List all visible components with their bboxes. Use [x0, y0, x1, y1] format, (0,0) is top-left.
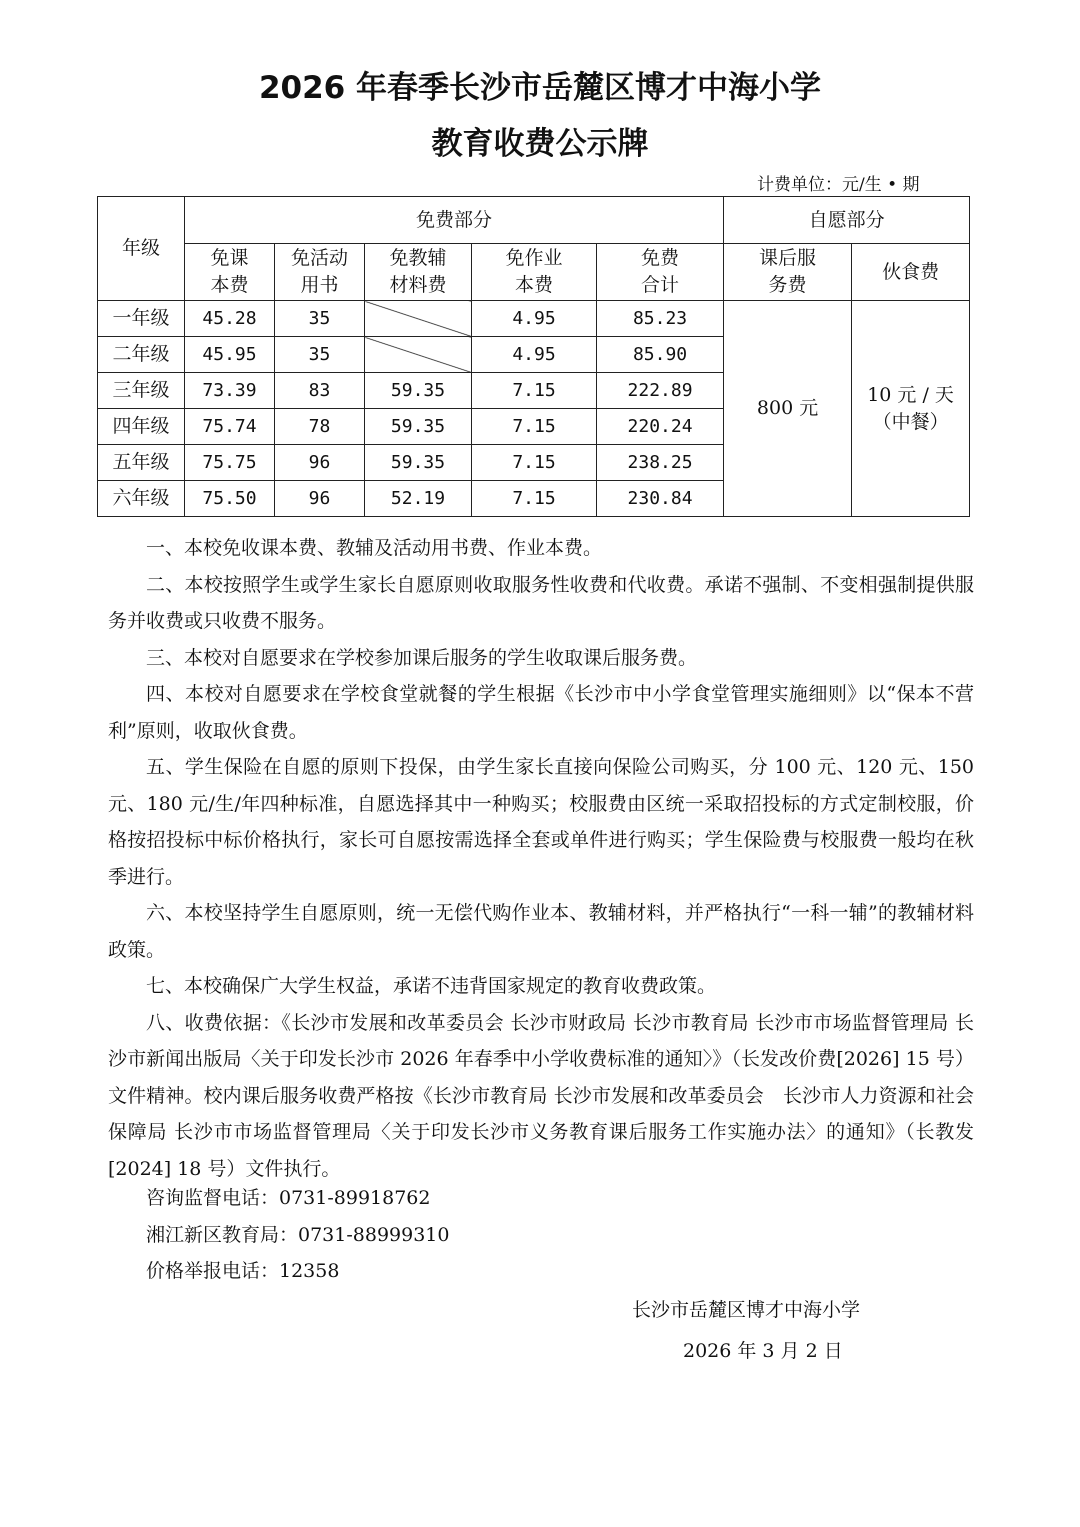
- materials-cell: 59.35: [365, 373, 472, 409]
- grade-cell: 六年级: [98, 481, 185, 517]
- activity-books-cell: 83: [275, 373, 365, 409]
- activity-books-cell: 35: [275, 337, 365, 373]
- unit-note: 计费单位：元/生 • 期: [757, 175, 920, 195]
- grade-cell: 三年级: [98, 373, 185, 409]
- materials-cell: 59.35: [365, 445, 472, 481]
- signature-date: 2026 年 3 月 2 日: [683, 1340, 843, 1362]
- header-activity-books: 免活动 用书: [275, 244, 365, 301]
- page-title: 2026 年春季长沙市岳麓区博才中海小学: [258, 70, 822, 106]
- header-meal: 伙食费: [852, 244, 970, 301]
- signature-school: 长沙市岳麓区博才中海小学: [632, 1299, 861, 1321]
- total-cell: 222.89: [597, 373, 724, 409]
- contact-line: 湘江新区教育局：0731-88999310: [146, 1223, 450, 1246]
- activity-books-cell: 78: [275, 409, 365, 445]
- workbook-cell: 7.15: [472, 373, 597, 409]
- header-total: 免费 合计: [597, 244, 724, 301]
- workbook-cell: 4.95: [472, 301, 597, 337]
- contacts-section: [146, 1180, 449, 1290]
- table-row: [98, 301, 970, 337]
- grade-cell: 一年级: [98, 301, 185, 337]
- textbook-cell: 73.39: [185, 373, 275, 409]
- note-item: 六、本校坚持学生自愿原则，统一无偿代购作业本、教辅材料，并严格执行“一科一辅”的教辅材料政策。: [108, 902, 974, 961]
- after-school-fee-cell: 800 元: [724, 301, 852, 517]
- total-cell: 230.84: [597, 481, 724, 517]
- textbook-cell: 75.75: [185, 445, 275, 481]
- meal-fee-cell: 10 元 / 天 （中餐）: [852, 301, 970, 517]
- textbook-cell: 45.95: [185, 337, 275, 373]
- note-item: 五、学生保险在自愿的原则下投保，由学生家长直接向保险公司购买，分 100 元、120 元、150 元、180 元/生/年四种标准，自愿选择其中一种购买；校服费由区统一采取招投标的方式定制校服，价格按招投标中标价格执行，家长可自愿按需选择全套或单件进行购买；学生保险费与校服费一般均在秋季进行。: [108, 756, 974, 888]
- note-item: 七、本校确保广大学生权益，承诺不违背国家规定的教育收费政策。: [146, 975, 717, 997]
- header-workbook: 免作业 本费: [472, 244, 597, 301]
- grade-header: 年级: [98, 197, 185, 301]
- textbook-cell: 75.74: [185, 409, 275, 445]
- grade-cell: 五年级: [98, 445, 185, 481]
- header-materials: 免教辅 材料费: [365, 244, 472, 301]
- note-item: 一、本校免收课本费、教辅及活动用书费、作业本费。: [146, 537, 603, 559]
- workbook-cell: 7.15: [472, 409, 597, 445]
- total-cell: 85.23: [597, 301, 724, 337]
- note-item: 二、本校按照学生或学生家长自愿原则收取服务性收费和代收费。承诺不强制、不变相强制提供服务并收费或只收费不服务。: [108, 573, 974, 632]
- activity-books-cell: 96: [275, 481, 365, 517]
- note-item: 四、本校对自愿要求在学校食堂就餐的学生根据《长沙市中小学食堂管理实施细则》以“保本不营利”原则，收取伙食费。: [108, 683, 974, 742]
- grade-cell: 二年级: [98, 337, 185, 373]
- workbook-cell: 4.95: [472, 337, 597, 373]
- grade-cell: 四年级: [98, 409, 185, 445]
- free-group-header: 免费部分: [185, 197, 724, 244]
- fee-table: [97, 196, 970, 517]
- textbook-cell: 75.50: [185, 481, 275, 517]
- total-cell: 85.90: [597, 337, 724, 373]
- contact-line: 价格举报电话：12358: [146, 1260, 340, 1282]
- textbook-cell: 45.28: [185, 301, 275, 337]
- workbook-cell: 7.15: [472, 445, 597, 481]
- materials-cell-na: [365, 337, 472, 373]
- materials-cell-na: [365, 301, 472, 337]
- materials-cell: 59.35: [365, 409, 472, 445]
- note-item: 三、本校对自愿要求在学校参加课后服务的学生收取课后服务费。: [146, 646, 698, 669]
- notes-section: [108, 530, 974, 1187]
- page-subtitle: 教育收费公示牌: [431, 126, 649, 162]
- materials-cell: 52.19: [365, 481, 472, 517]
- voluntary-group-header: 自愿部分: [724, 197, 970, 244]
- header-after-school: 课后服 务费: [724, 244, 852, 301]
- total-cell: 238.25: [597, 445, 724, 481]
- workbook-cell: 7.15: [472, 481, 597, 517]
- note-item: 八、收费依据：《长沙市发展和改革委员会 长沙市财政局 长沙市教育局 长沙市市场监督管理局 长沙市新闻出版局〈关于印发长沙市 2026 年春季中小学收费标准的通知〉》（长发改价费[2026] 15 号）文件精神。校内课后服务收费严格按《长沙市教育局 长沙市发展和改革委员会 长沙市人力资源和社会保障局 长沙市市场监督管理局〈关于印发长沙市义务教育课后服务工作实施办法〉的通知》（长教发[2024] 18 号）文件执行。: [108, 1011, 974, 1180]
- header-textbook: 免课 本费: [185, 244, 275, 301]
- total-cell: 220.24: [597, 409, 724, 445]
- contact-line: 咨询监督电话：0731-89918762: [146, 1187, 431, 1209]
- activity-books-cell: 35: [275, 301, 365, 337]
- activity-books-cell: 96: [275, 445, 365, 481]
